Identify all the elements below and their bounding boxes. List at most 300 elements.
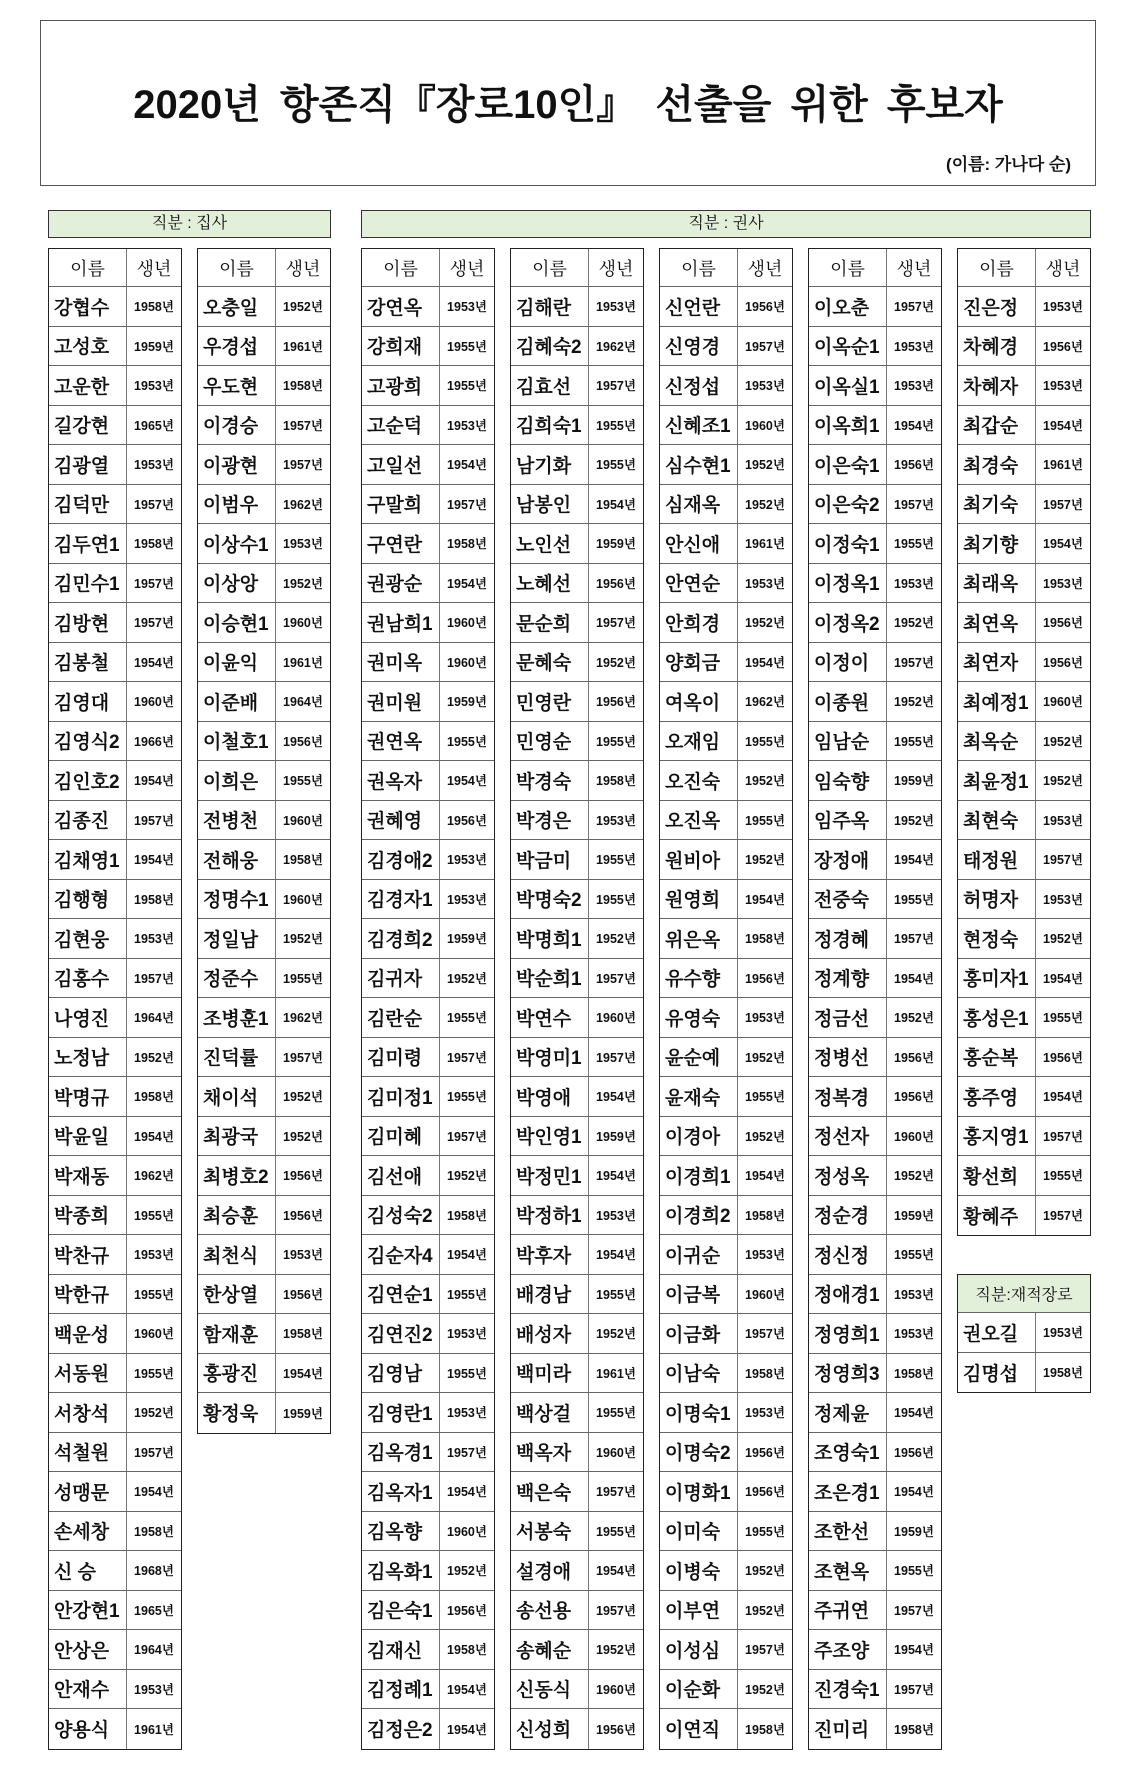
birth-year: 1955년 xyxy=(126,1275,181,1314)
table-row xyxy=(660,603,792,643)
table-row xyxy=(362,603,494,643)
table-row xyxy=(660,998,792,1038)
table-row xyxy=(809,524,941,564)
candidate-name: 안신애 xyxy=(665,534,721,556)
table-row xyxy=(511,919,643,959)
candidate-name: 태정원 xyxy=(963,850,1019,872)
candidate-name: 한상열 xyxy=(203,1285,259,1307)
birth-year: 1954년 xyxy=(886,840,941,879)
birth-year: 1959년 xyxy=(886,1196,941,1235)
table-row xyxy=(958,959,1090,999)
birth-year: 1953년 xyxy=(737,366,792,405)
candidate-name: 이상수1 xyxy=(203,534,269,556)
table-row xyxy=(958,840,1090,880)
table-row xyxy=(511,840,643,880)
birth-year: 1952년 xyxy=(126,1038,181,1077)
table-row xyxy=(809,287,941,327)
candidate-name: 심재옥 xyxy=(665,495,721,517)
candidate-name: 최광국 xyxy=(203,1127,259,1149)
table-row xyxy=(49,1512,181,1552)
table-row xyxy=(809,603,941,643)
table-row xyxy=(660,445,792,485)
candidate-name: 이윤익 xyxy=(203,653,259,675)
candidate-name: 박한규 xyxy=(54,1285,110,1307)
table-row xyxy=(660,1314,792,1354)
candidate-name: 구말희 xyxy=(367,495,423,517)
table-row xyxy=(198,1393,330,1433)
table-row xyxy=(362,959,494,999)
table-row xyxy=(660,1472,792,1512)
birth-year: 1953년 xyxy=(439,406,494,445)
candidate-name: 정병선 xyxy=(814,1048,870,1070)
birth-year: 1953년 xyxy=(1035,1313,1090,1352)
table-row xyxy=(809,1472,941,1512)
candidate-name: 최승훈 xyxy=(203,1206,259,1228)
table-row xyxy=(809,406,941,446)
table-row xyxy=(511,1630,643,1670)
title-box xyxy=(40,20,1096,186)
candidate-name: 나영진 xyxy=(54,1008,110,1030)
table-row xyxy=(660,564,792,604)
table-row xyxy=(809,919,941,959)
elder-section-header xyxy=(958,1275,1090,1313)
candidate-name: 이병숙 xyxy=(665,1561,721,1583)
candidate-name: 채이석 xyxy=(203,1087,259,1109)
candidate-name: 이경희2 xyxy=(665,1206,731,1228)
birth-year: 1953년 xyxy=(886,366,941,405)
candidate-name: 이미숙 xyxy=(665,1522,721,1544)
column-header-name: 이름 xyxy=(681,258,716,279)
birth-year: 1957년 xyxy=(1035,1196,1090,1236)
table-row xyxy=(198,1314,330,1354)
table-row xyxy=(660,1117,792,1157)
candidate-name: 김미정1 xyxy=(367,1087,433,1109)
candidate-name: 권미옥 xyxy=(367,653,423,675)
candidate-name: 최병호2 xyxy=(203,1166,269,1188)
birth-year: 1956년 xyxy=(886,445,941,484)
candidate-name: 박윤일 xyxy=(54,1127,110,1149)
candidate-name: 양용식 xyxy=(54,1720,110,1742)
candidate-name: 고운한 xyxy=(54,376,110,398)
candidate-name: 심수현1 xyxy=(665,455,731,477)
table-row xyxy=(809,682,941,722)
column-header-birth-year: 생년 xyxy=(737,249,792,286)
candidate-name: 이정이 xyxy=(814,653,870,675)
birth-year: 1958년 xyxy=(126,1077,181,1116)
table-row xyxy=(198,880,330,920)
candidate-name: 이명숙2 xyxy=(665,1443,731,1465)
birth-year: 1956년 xyxy=(886,1433,941,1472)
table-row xyxy=(362,445,494,485)
birth-year: 1956년 xyxy=(588,564,643,603)
birth-year: 1954년 xyxy=(275,1354,330,1393)
column-header-name: 이름 xyxy=(219,258,254,279)
table-row xyxy=(198,485,330,525)
candidate-name: 김옥화1 xyxy=(367,1561,433,1583)
table-header-row xyxy=(49,249,181,287)
kwonsa-table-group-4 xyxy=(808,248,942,1750)
candidate-name: 전중숙 xyxy=(814,890,870,912)
birth-year: 1953년 xyxy=(275,524,330,563)
table-row xyxy=(660,880,792,920)
candidate-name: 신영경 xyxy=(665,337,721,359)
birth-year: 1955년 xyxy=(737,1512,792,1551)
candidate-name: 김경애2 xyxy=(367,850,433,872)
candidate-name: 송선용 xyxy=(516,1601,572,1623)
candidate-name: 원비아 xyxy=(665,850,721,872)
birth-year: 1955년 xyxy=(886,524,941,563)
birth-year: 1953년 xyxy=(1035,366,1090,405)
candidate-name: 우도현 xyxy=(203,376,259,398)
candidate-name: 김경희2 xyxy=(367,929,433,951)
candidate-name: 장정애 xyxy=(814,850,870,872)
candidate-name: 김혜숙2 xyxy=(516,337,582,359)
table-row xyxy=(809,959,941,999)
table-row xyxy=(362,801,494,841)
column-header-birth-year: 생년 xyxy=(275,249,330,286)
table-row xyxy=(809,1077,941,1117)
birth-year: 1960년 xyxy=(737,1275,792,1314)
candidate-name: 유수향 xyxy=(665,969,721,991)
birth-year: 1952년 xyxy=(588,1314,643,1353)
table-row xyxy=(362,1393,494,1433)
birth-year: 1954년 xyxy=(126,1117,181,1156)
candidate-name: 이옥희1 xyxy=(814,416,880,438)
birth-year: 1952년 xyxy=(737,1670,792,1709)
birth-year: 1957년 xyxy=(737,1630,792,1669)
birth-year: 1957년 xyxy=(588,1472,643,1511)
table-header-row xyxy=(958,249,1090,287)
birth-year: 1955년 xyxy=(588,1393,643,1432)
candidate-name: 김광열 xyxy=(54,455,110,477)
birth-year: 1960년 xyxy=(886,1117,941,1156)
table-row xyxy=(198,327,330,367)
table-row xyxy=(660,366,792,406)
table-row xyxy=(809,761,941,801)
table-row xyxy=(362,1709,494,1749)
candidate-name: 김영대 xyxy=(54,692,110,714)
table-row xyxy=(362,366,494,406)
table-row xyxy=(198,998,330,1038)
candidate-name: 김방현 xyxy=(54,613,110,635)
birth-year: 1968년 xyxy=(126,1551,181,1590)
birth-year: 1952년 xyxy=(1035,722,1090,761)
candidate-name: 김행형 xyxy=(54,890,110,912)
birth-year: 1952년 xyxy=(275,287,330,326)
birth-year: 1952년 xyxy=(439,1551,494,1590)
candidate-name: 최현숙 xyxy=(963,811,1019,833)
table-row xyxy=(958,564,1090,604)
deacon-table-group-2 xyxy=(197,248,331,1434)
birth-year: 1953년 xyxy=(588,801,643,840)
candidate-name: 고광희 xyxy=(367,376,423,398)
birth-year: 1953년 xyxy=(737,564,792,603)
birth-year: 1957년 xyxy=(1035,840,1090,879)
table-row xyxy=(958,1038,1090,1078)
table-row xyxy=(198,1156,330,1196)
table-row xyxy=(511,445,643,485)
birth-year: 1958년 xyxy=(588,761,643,800)
birth-year: 1953년 xyxy=(886,564,941,603)
birth-year: 1952년 xyxy=(275,1117,330,1156)
candidate-name: 신정섭 xyxy=(665,376,721,398)
candidate-name: 오진숙 xyxy=(665,771,721,793)
candidate-name: 손세창 xyxy=(54,1522,110,1544)
table-row xyxy=(49,761,181,801)
candidate-name: 정일남 xyxy=(203,929,259,951)
table-header-row xyxy=(660,249,792,287)
birth-year: 1956년 xyxy=(737,1433,792,1472)
candidate-name: 김연진2 xyxy=(367,1324,433,1346)
candidate-name: 최예정1 xyxy=(963,692,1029,714)
candidate-name: 이철호1 xyxy=(203,732,269,754)
candidate-name: 신혜조1 xyxy=(665,416,731,438)
candidate-name: 고성호 xyxy=(54,337,110,359)
table-row xyxy=(362,919,494,959)
table-row xyxy=(809,643,941,683)
candidate-name: 이종원 xyxy=(814,692,870,714)
table-row xyxy=(362,1235,494,1275)
birth-year: 1957년 xyxy=(886,643,941,682)
table-row xyxy=(809,1709,941,1749)
candidate-name: 이순화 xyxy=(665,1680,721,1702)
birth-year: 1962년 xyxy=(126,1156,181,1195)
table-row xyxy=(809,327,941,367)
candidate-name: 윤순예 xyxy=(665,1048,721,1070)
table-row xyxy=(362,327,494,367)
birth-year: 1957년 xyxy=(126,485,181,524)
candidate-name: 조병훈1 xyxy=(203,1008,269,1030)
table-row xyxy=(660,1156,792,1196)
table-row xyxy=(809,880,941,920)
table-row xyxy=(660,327,792,367)
birth-year: 1952년 xyxy=(886,1156,941,1195)
candidate-name: 성맹문 xyxy=(54,1482,110,1504)
table-row xyxy=(49,1551,181,1591)
table-row xyxy=(362,1196,494,1236)
birth-year: 1960년 xyxy=(588,1670,643,1709)
candidate-name: 오재임 xyxy=(665,732,721,754)
candidate-name: 김성숙2 xyxy=(367,1206,433,1228)
candidate-name: 백운성 xyxy=(54,1324,110,1346)
candidate-name: 이명숙1 xyxy=(665,1403,731,1425)
birth-year: 1952년 xyxy=(588,1630,643,1669)
table-row xyxy=(511,564,643,604)
candidate-name: 노정남 xyxy=(54,1048,110,1070)
candidate-name: 박연수 xyxy=(516,1008,572,1030)
candidate-name: 배경남 xyxy=(516,1285,572,1307)
birth-year: 1952년 xyxy=(275,564,330,603)
table-row xyxy=(49,1156,181,1196)
candidate-name: 정선자 xyxy=(814,1127,870,1149)
birth-year: 1959년 xyxy=(588,524,643,563)
candidate-name: 김란순 xyxy=(367,1008,423,1030)
table-row xyxy=(958,682,1090,722)
table-row xyxy=(660,1433,792,1473)
candidate-name: 김귀자 xyxy=(367,969,423,991)
table-row xyxy=(809,1038,941,1078)
candidate-name: 오진옥 xyxy=(665,811,721,833)
birth-year: 1956년 xyxy=(886,1038,941,1077)
birth-year: 1956년 xyxy=(1035,643,1090,682)
birth-year: 1958년 xyxy=(126,1512,181,1551)
birth-year: 1956년 xyxy=(588,1709,643,1749)
birth-year: 1960년 xyxy=(126,1314,181,1353)
birth-year: 1957년 xyxy=(886,919,941,958)
birth-year: 1954년 xyxy=(588,1156,643,1195)
birth-year: 1956년 xyxy=(275,1275,330,1314)
candidate-name: 이성심 xyxy=(665,1640,721,1662)
birth-year: 1966년 xyxy=(126,722,181,761)
candidate-name: 정복경 xyxy=(814,1087,870,1109)
birth-year: 1959년 xyxy=(886,1512,941,1551)
birth-year: 1957년 xyxy=(126,1433,181,1472)
birth-year: 1955년 xyxy=(439,366,494,405)
candidate-name: 김옥향 xyxy=(367,1522,423,1544)
birth-year: 1960년 xyxy=(439,643,494,682)
birth-year: 1957년 xyxy=(439,485,494,524)
table-row xyxy=(362,485,494,525)
table-row xyxy=(809,1117,941,1157)
candidate-name: 강협수 xyxy=(54,297,110,319)
table-row xyxy=(660,1354,792,1394)
candidate-name: 김종진 xyxy=(54,811,110,833)
candidate-name: 조영숙1 xyxy=(814,1443,880,1465)
birth-year: 1952년 xyxy=(737,485,792,524)
table-row xyxy=(660,643,792,683)
table-row xyxy=(198,840,330,880)
birth-year: 1956년 xyxy=(737,1472,792,1511)
candidate-name: 최래옥 xyxy=(963,574,1019,596)
table-row xyxy=(809,1354,941,1394)
candidate-name: 이금복 xyxy=(665,1285,721,1307)
table-row xyxy=(362,643,494,683)
table-row xyxy=(809,801,941,841)
candidate-name: 진덕률 xyxy=(203,1048,259,1070)
table-row xyxy=(809,998,941,1038)
birth-year: 1959년 xyxy=(275,1393,330,1433)
table-row xyxy=(958,1156,1090,1196)
table-row xyxy=(511,1235,643,1275)
column-header-name: 이름 xyxy=(532,258,567,279)
table-row xyxy=(958,524,1090,564)
candidate-name: 주조양 xyxy=(814,1640,870,1662)
candidate-name: 임남순 xyxy=(814,732,870,754)
table-row xyxy=(362,524,494,564)
table-row xyxy=(198,801,330,841)
kwonsa-table-group-5 xyxy=(957,248,1091,1236)
birth-year: 1952년 xyxy=(275,1077,330,1116)
table-row xyxy=(660,919,792,959)
table-row xyxy=(362,1591,494,1631)
candidate-name: 김채영1 xyxy=(54,850,120,872)
table-row xyxy=(362,682,494,722)
candidate-name: 진미리 xyxy=(814,1720,870,1742)
table-row xyxy=(809,1433,941,1473)
candidate-name: 강연옥 xyxy=(367,297,423,319)
birth-year: 1952년 xyxy=(439,959,494,998)
birth-year: 1955년 xyxy=(1035,1156,1090,1195)
birth-year: 1953년 xyxy=(886,327,941,366)
column-header-birth-year: 생년 xyxy=(126,249,181,286)
candidate-name: 이귀순 xyxy=(665,1245,721,1267)
candidate-name: 전병천 xyxy=(203,811,259,833)
candidate-name: 이남숙 xyxy=(665,1364,721,1386)
birth-year: 1965년 xyxy=(126,406,181,445)
birth-year: 1953년 xyxy=(439,287,494,326)
candidate-name: 여옥이 xyxy=(665,692,721,714)
candidate-name: 황선희 xyxy=(963,1166,1019,1188)
table-row xyxy=(660,1512,792,1552)
candidate-name: 박순희1 xyxy=(516,969,582,991)
candidate-name: 권남희1 xyxy=(367,613,433,635)
table-row xyxy=(958,287,1090,327)
candidate-name: 임주옥 xyxy=(814,811,870,833)
birth-year: 1954년 xyxy=(588,1077,643,1116)
candidate-name: 최연자 xyxy=(963,653,1019,675)
candidate-name: 안재수 xyxy=(54,1680,110,1702)
table-row xyxy=(362,1670,494,1710)
column-header-name: 이름 xyxy=(979,258,1014,279)
table-row xyxy=(511,1551,643,1591)
birth-year: 1954년 xyxy=(1035,406,1090,445)
birth-year: 1956년 xyxy=(1035,603,1090,642)
table-header-row xyxy=(198,249,330,287)
birth-year: 1953년 xyxy=(275,1235,330,1274)
birth-year: 1957년 xyxy=(588,1591,643,1630)
birth-year: 1958년 xyxy=(275,1314,330,1353)
birth-year: 1958년 xyxy=(439,1196,494,1235)
candidate-name: 백미라 xyxy=(516,1364,572,1386)
candidate-name: 김해란 xyxy=(516,297,572,319)
table-row xyxy=(49,485,181,525)
birth-year: 1953년 xyxy=(1035,801,1090,840)
table-row xyxy=(362,287,494,327)
table-row xyxy=(49,1393,181,1433)
birth-year: 1958년 xyxy=(737,1196,792,1235)
table-row xyxy=(198,1196,330,1236)
birth-year: 1957년 xyxy=(886,485,941,524)
birth-year: 1955년 xyxy=(588,840,643,879)
birth-year: 1956년 xyxy=(737,959,792,998)
birth-year: 1958년 xyxy=(1035,1353,1090,1393)
candidate-name: 정경혜 xyxy=(814,929,870,951)
candidate-name: 김은숙1 xyxy=(367,1601,433,1623)
table-row xyxy=(362,880,494,920)
birth-year: 1952년 xyxy=(439,1156,494,1195)
birth-year: 1956년 xyxy=(275,1156,330,1195)
column-header-birth-year: 생년 xyxy=(588,249,643,286)
table-row xyxy=(809,1630,941,1670)
birth-year: 1958년 xyxy=(126,880,181,919)
birth-year: 1954년 xyxy=(126,761,181,800)
table-row xyxy=(809,1393,941,1433)
candidate-name: 권혜영 xyxy=(367,811,423,833)
candidate-name: 김두연1 xyxy=(54,534,120,556)
candidate-name: 백은숙 xyxy=(516,1482,572,1504)
birth-year: 1956년 xyxy=(275,722,330,761)
birth-year: 1957년 xyxy=(275,406,330,445)
birth-year: 1953년 xyxy=(126,1235,181,1274)
birth-year: 1957년 xyxy=(126,603,181,642)
candidate-name: 배성자 xyxy=(516,1324,572,1346)
birth-year: 1957년 xyxy=(439,1433,494,1472)
table-row xyxy=(511,998,643,1038)
birth-year: 1953년 xyxy=(886,1275,941,1314)
birth-year: 1954년 xyxy=(126,840,181,879)
table-row xyxy=(958,603,1090,643)
birth-year: 1952년 xyxy=(737,445,792,484)
